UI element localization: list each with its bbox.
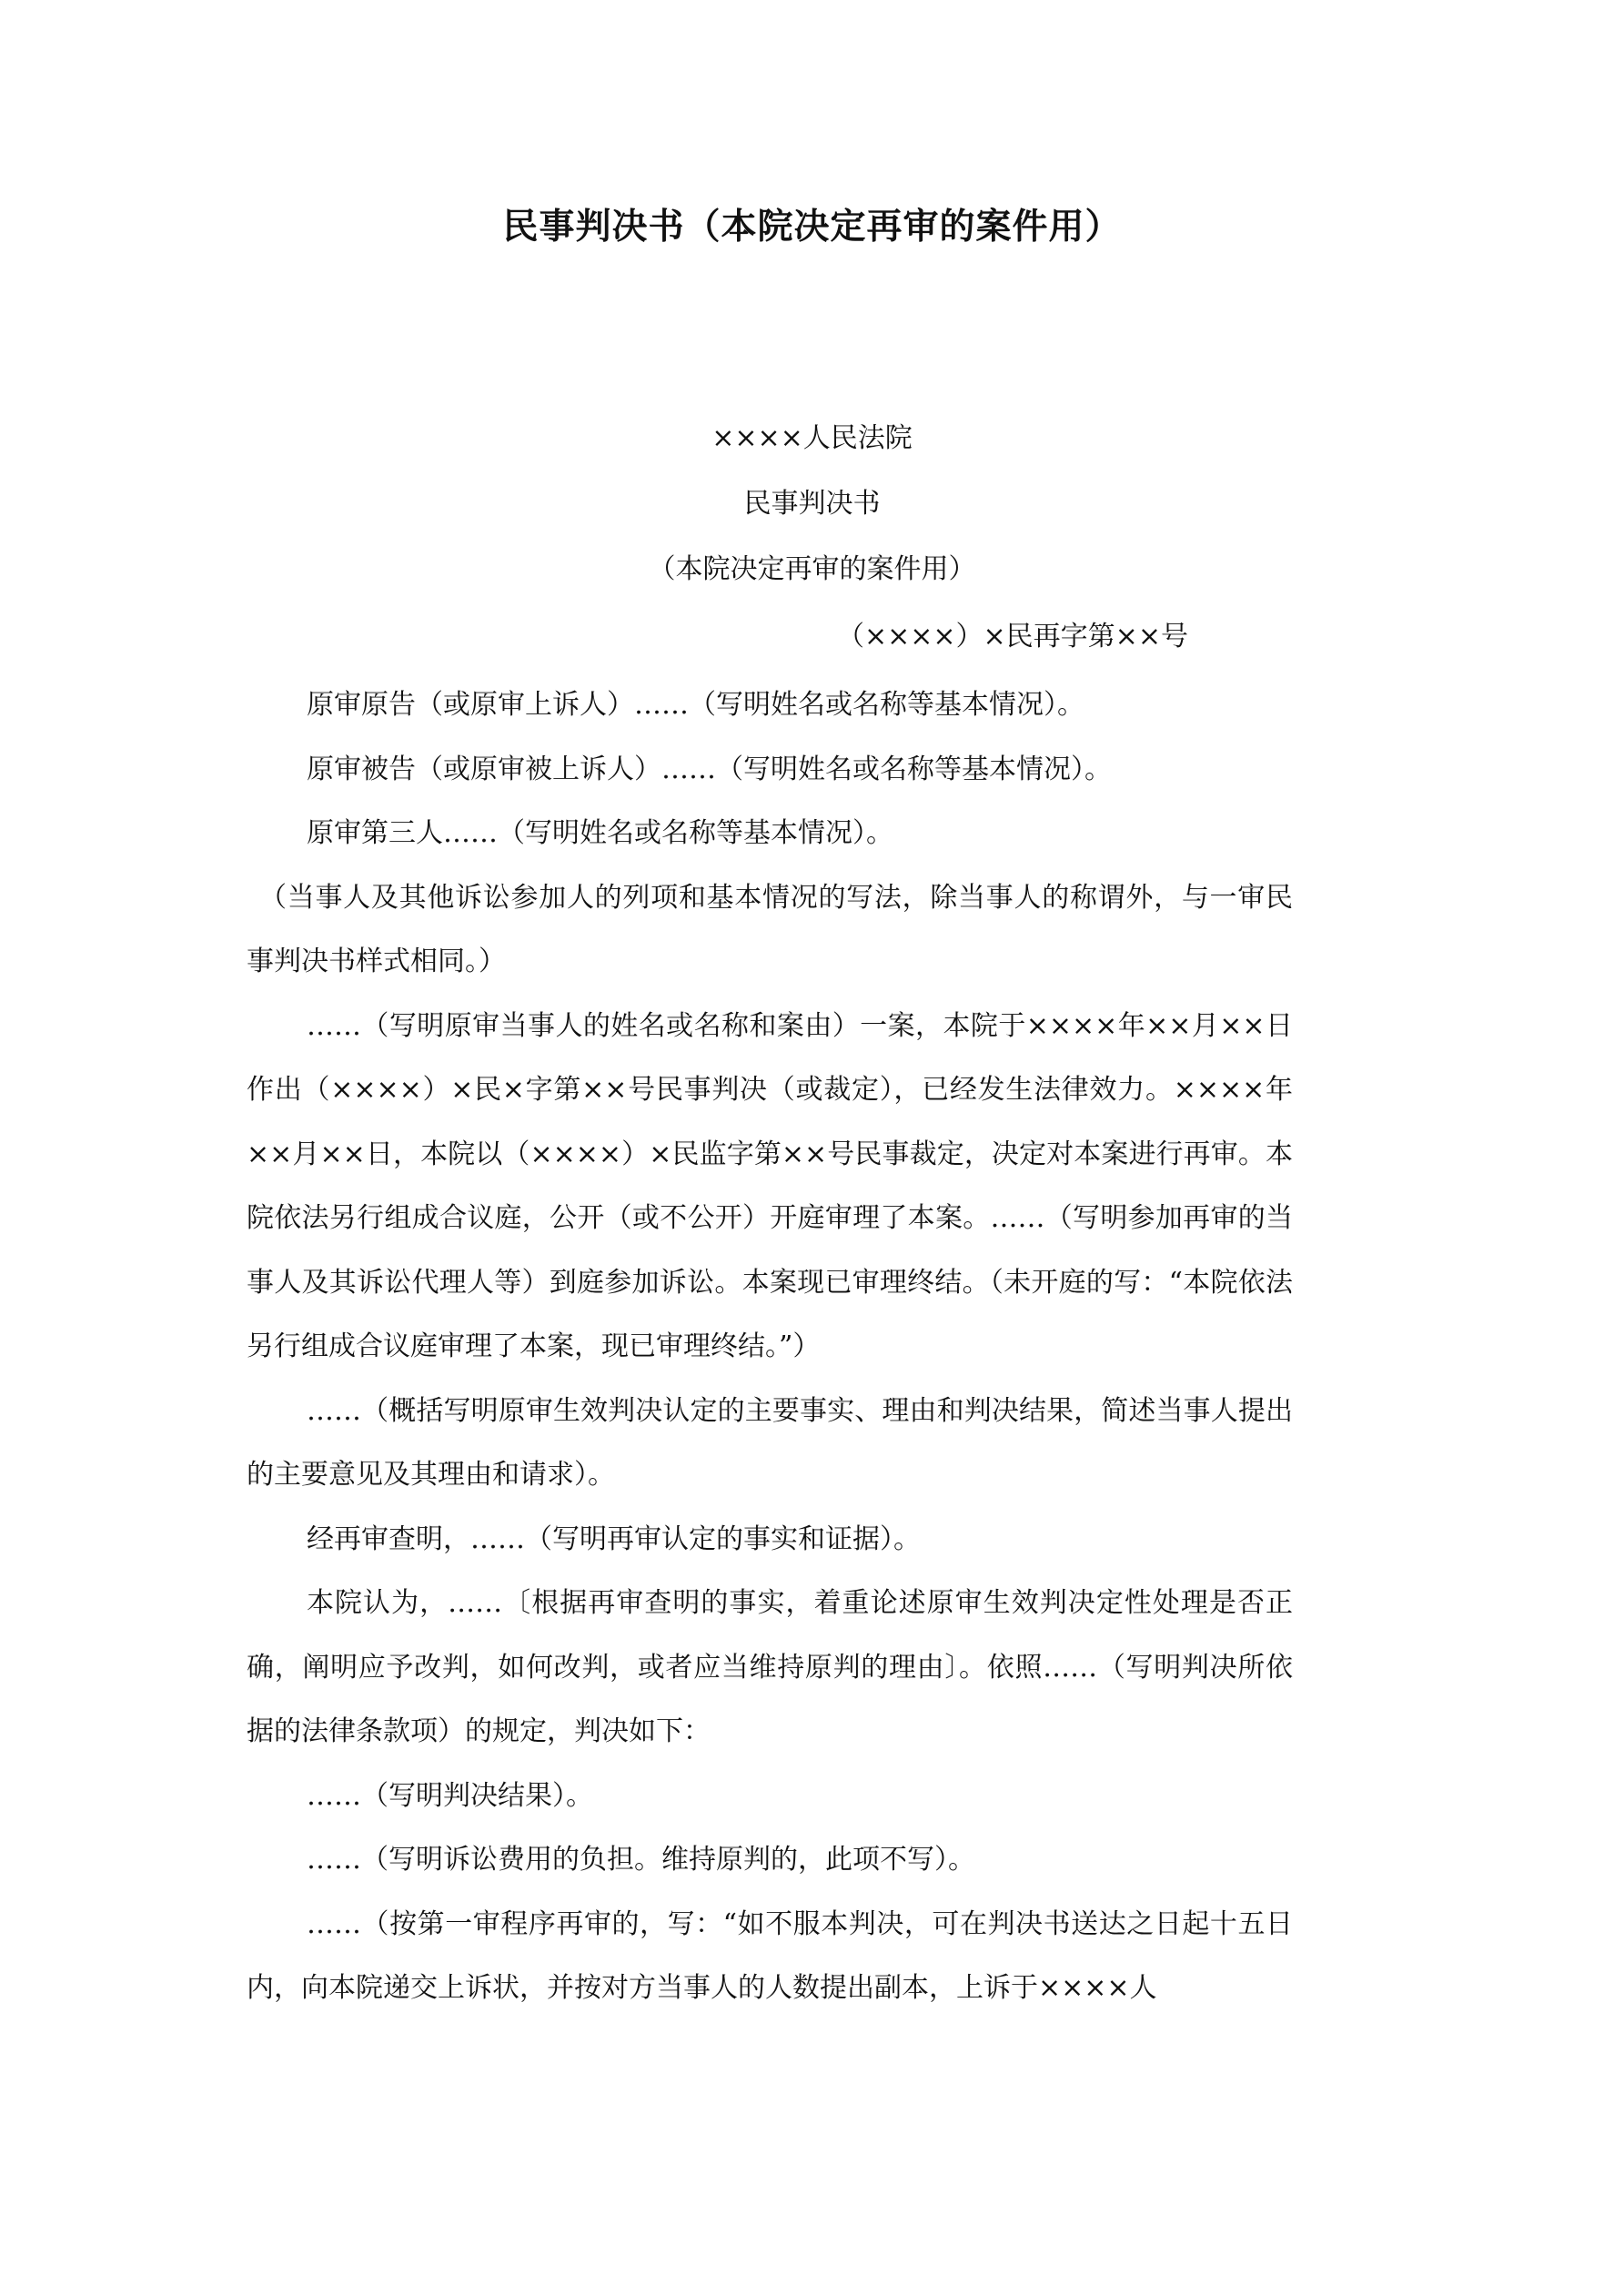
paragraph-appeal-notice: ……（按第一审程序再审的，写：“如不服本判决，可在判决书送达之日起十五日内，向本院递交上诉状，并按对方当事人的人数提出副本，上诉于××××人 <box>247 1907 1293 2004</box>
court-name: ××××人民法院 <box>711 422 913 454</box>
doc-subtype: （本院决定再审的案件用） <box>648 553 976 585</box>
doc-type: 民事判决书 <box>743 488 881 520</box>
paragraph-retrial-findings: 经再审查明，……（写明再审认定的事实和证据）。 <box>307 1522 921 1555</box>
paragraph-original-plaintiff: 原审原告（或原审上诉人）……（写明姓名或名称等基本情况）。 <box>307 689 1084 721</box>
paragraph-party-note: （当事人及其他诉讼参加人的列项和基本情况的写法，除当事人的称谓外，与一审民事判决书样式相同。） <box>247 881 1293 977</box>
document-title: 民事判决书（本院决定再审的案件用） <box>502 206 1122 248</box>
paragraph-case-history: ……（写明原审当事人的姓名或名称和案由）一案，本院于××××年××月××日作出（××××）×民×字第××号民事判决（或裁定），已经发生法律效力。××××年××月××日，本院以（××××）×民监字第××号民事裁定，决定对本案进行再审。本院依法另行组成合议庭，公开（或不公开）开庭审理了本案。……（写明参加再审的当事人及其诉讼代理人等）到庭参加诉讼。本案现已审理终结。（未开庭的写：“本院依法另行组成合议庭审理了本案，现已审理终结。”） <box>247 1009 1293 1362</box>
paragraph-original-judgment-summary: ……（概括写明原审生效判决认定的主要事实、理由和判决结果，简述当事人提出的主要意见及其理由和请求）。 <box>247 1394 1293 1491</box>
paragraph-original-defendant: 原审被告（或原审被上诉人）……（写明姓名或名称等基本情况）。 <box>307 753 1112 785</box>
case-number: （××××）×民再字第××号 <box>837 621 1188 652</box>
paragraph-court-reasoning: 本院认为，……〔根据再审查明的事实，着重论述原审生效判决定性处理是否正确，阐明应予改判，如何改判，或者应当维持原判的理由〕。依照……（写明判决所依据的法律条款项）的规定，判决如下： <box>247 1587 1293 1747</box>
paragraph-judgment-result: ……（写明判决结果）。 <box>307 1779 593 1812</box>
paragraph-third-party: 原审第三人……（写明姓名或名称等基本情况）。 <box>307 817 893 849</box>
document-body <box>247 673 1293 2021</box>
paragraph-litigation-costs: ……（写明诉讼费用的负担。维持原判的，此项不写）。 <box>307 1844 975 1876</box>
